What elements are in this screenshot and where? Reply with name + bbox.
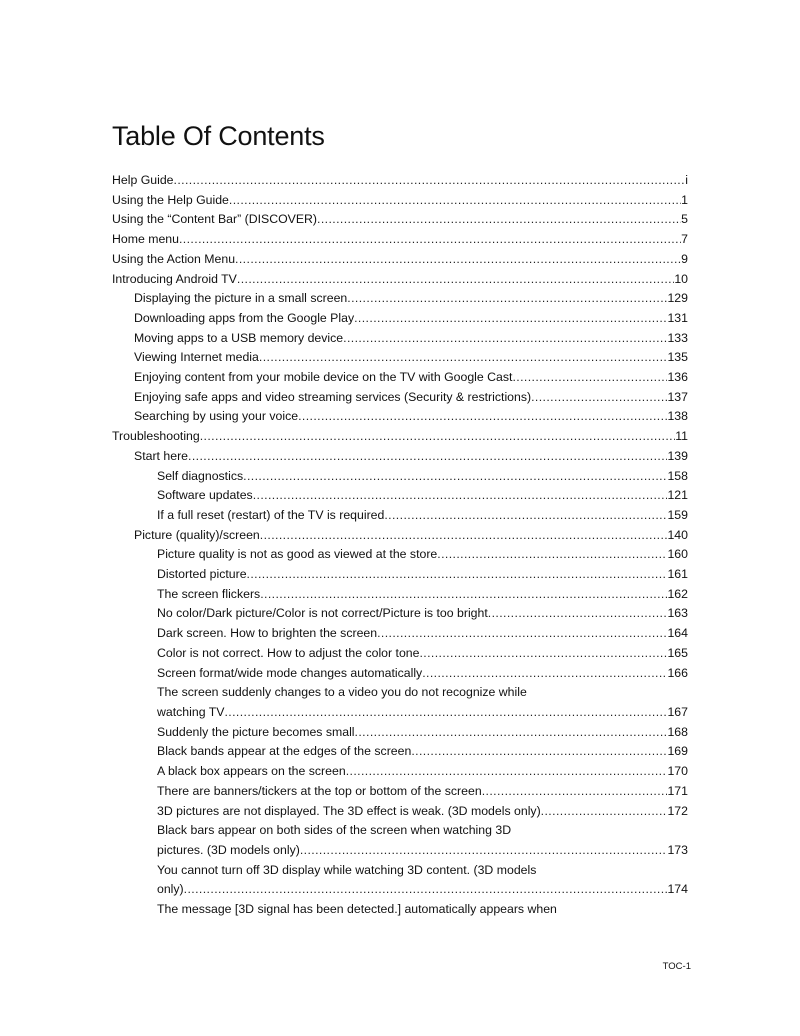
toc-entry-title-first-line: The screen suddenly changes to a video you do not recognize while: [157, 685, 527, 700]
toc-entry[interactable]: [112, 644, 688, 664]
dot-leader: [188, 447, 667, 467]
toc-entry-page-number: 1: [681, 192, 688, 207]
toc-entry-title: Help Guide: [112, 173, 174, 187]
toc-entry-page-number: 163: [667, 606, 688, 621]
toc-entry-title-first-line: Black bars appear on both sides of the screen when watching 3D: [157, 823, 512, 838]
dot-leader: [531, 388, 667, 408]
dot-leader: [237, 270, 674, 290]
toc-entry-title: Introducing Android TV: [112, 271, 237, 286]
toc-entry[interactable]: [112, 407, 688, 427]
toc-entry-page-number: 171: [667, 783, 688, 798]
toc-entry-page-number: 166: [667, 665, 688, 680]
dot-leader: [343, 329, 667, 349]
toc-entry-page-number: 170: [667, 764, 688, 779]
toc-entry-title: There are banners/tickers at the top or bottom of the screen: [157, 783, 482, 798]
toc-entry[interactable]: [112, 447, 688, 467]
toc-entry-page-number: 139: [667, 448, 688, 463]
toc-entry-title: Using the Action Menu: [112, 251, 236, 266]
toc-entry-page-number: 169: [667, 744, 688, 759]
toc-entry[interactable]: [112, 723, 688, 743]
toc-entry-title: pictures. (3D models only): [157, 842, 300, 857]
dot-leader: [247, 565, 668, 585]
page-title: Table Of Contents: [112, 121, 325, 151]
toc-entry-title: Dark screen. How to brighten the screen: [157, 626, 378, 641]
toc-entry[interactable]: [112, 388, 688, 408]
toc-entry-page-number: 138: [667, 409, 688, 424]
toc-entry-title: Distorted picture: [157, 567, 247, 582]
toc-entry-page-number: 121: [667, 488, 688, 503]
dot-leader: [488, 604, 668, 624]
toc-entry-title: Software updates: [157, 488, 253, 503]
dot-leader: [437, 545, 667, 565]
toc-entry-title: Using the Help Guide: [112, 192, 229, 207]
dot-leader: [541, 802, 668, 822]
toc-entry-title: Screen format/wide mode changes automatically: [157, 665, 423, 680]
toc-entry[interactable]: [112, 821, 688, 860]
dot-leader: [317, 210, 681, 230]
dot-leader: [184, 880, 668, 900]
toc-entry[interactable]: [112, 604, 688, 624]
table-of-contents: [112, 171, 688, 920]
toc-entry-page-number: 173: [667, 842, 688, 857]
toc-entry-title: watching TV: [157, 704, 225, 719]
dot-leader: [253, 486, 668, 506]
toc-entry[interactable]: [112, 348, 688, 368]
toc-entry[interactable]: [112, 289, 688, 309]
toc-entry[interactable]: [112, 900, 688, 920]
toc-entry[interactable]: [112, 565, 688, 585]
toc-entry[interactable]: [112, 427, 688, 447]
toc-entry-title: Self diagnostics: [157, 468, 244, 483]
toc-entry-page-number: 9: [681, 251, 688, 266]
toc-entry[interactable]: [112, 545, 688, 565]
dot-leader: [512, 368, 667, 388]
toc-entry[interactable]: [112, 309, 688, 329]
toc-entry-title: Using the “Content Bar” (DISCOVER): [112, 212, 318, 227]
toc-entry-page-number: 160: [667, 547, 688, 562]
toc-entry-title: Enjoying safe apps and video streaming services (Security & restrictions): [134, 389, 532, 404]
toc-entry[interactable]: [112, 191, 688, 211]
toc-entry[interactable]: [112, 210, 688, 230]
dot-leader: [482, 782, 668, 802]
toc-entry[interactable]: [112, 250, 688, 270]
dot-leader: [354, 309, 667, 329]
dot-leader: [224, 703, 667, 723]
toc-entry[interactable]: [112, 742, 688, 762]
toc-entry-title: Enjoying content from your mobile device on the TV with Google Cast: [134, 370, 513, 385]
toc-entry-title: 3D pictures are not displayed. The 3D effect is weak. (3D models only): [157, 803, 541, 818]
toc-entry-title: The screen flickers: [157, 586, 261, 601]
dot-leader: [411, 742, 667, 762]
toc-entry-page-number: 165: [667, 645, 688, 660]
dot-leader: [259, 348, 668, 368]
toc-entry-title: Color is not correct. How to adjust the color tone: [157, 645, 420, 660]
toc-entry-page-number: 174: [667, 882, 688, 897]
dot-leader: [298, 407, 667, 427]
toc-entry-page-number: 172: [667, 803, 688, 818]
toc-entry-page-number: 161: [667, 567, 688, 582]
toc-entry-page-number: 129: [667, 291, 688, 306]
toc-entry-page-number: 136: [667, 370, 688, 385]
toc-entry-title: only): [157, 882, 184, 897]
toc-entry[interactable]: [112, 585, 688, 605]
toc-entry[interactable]: [112, 782, 688, 802]
toc-entry-title-first-line: You cannot turn off 3D display while watching 3D content. (3D models: [157, 862, 537, 877]
toc-entry-title: Displaying the picture in a small screen: [134, 291, 348, 306]
dot-leader: [174, 171, 686, 191]
dot-leader: [355, 723, 668, 743]
toc-entry[interactable]: [112, 270, 688, 290]
page-number-footer: TOC-1: [662, 961, 691, 972]
toc-entry[interactable]: [112, 171, 688, 191]
toc-entry-page-number: 133: [667, 330, 688, 345]
toc-entry-title: Black bands appear at the edges of the screen: [157, 744, 412, 759]
toc-entry[interactable]: [112, 802, 688, 822]
dot-leader: [260, 585, 667, 605]
toc-entry[interactable]: [112, 368, 688, 388]
dot-leader: [243, 467, 667, 487]
toc-entry-page-number: 162: [667, 586, 688, 601]
toc-entry[interactable]: [112, 861, 688, 900]
toc-entry[interactable]: [112, 624, 688, 644]
toc-entry[interactable]: [112, 230, 688, 250]
dot-leader: [422, 664, 667, 684]
toc-entry-title-first-line: The message [3D signal has been detected.] automatically appears when: [157, 902, 557, 917]
toc-entry-page-number: 11: [675, 429, 688, 444]
toc-entry-page-number: 164: [667, 626, 688, 641]
toc-entry[interactable]: [112, 486, 688, 506]
toc-entry[interactable]: [112, 526, 688, 546]
toc-entry-title: A black box appears on the screen: [157, 764, 346, 779]
toc-entry-title: Downloading apps from the Google Play: [134, 310, 355, 325]
toc-entry[interactable]: [112, 467, 688, 487]
toc-entry-page-number: 167: [667, 704, 688, 719]
toc-entry[interactable]: [112, 329, 688, 349]
toc-entry-page-number: 158: [667, 468, 688, 483]
toc-entry-title: Home menu: [112, 232, 179, 247]
dot-leader: [229, 191, 681, 211]
toc-entry-page-number: 5: [681, 212, 688, 227]
toc-entry-page-number: 10: [674, 271, 688, 286]
toc-entry-title: No color/Dark picture/Color is not correct/Picture is too bright: [157, 606, 488, 621]
dot-leader: [300, 841, 668, 861]
toc-entry-title: Troubleshooting: [112, 429, 200, 444]
toc-entry-title: Start here: [134, 448, 188, 463]
toc-entry-title: Viewing Internet media: [134, 350, 259, 365]
toc-entry[interactable]: [112, 683, 688, 722]
toc-entry-page-number: 131: [667, 310, 688, 325]
toc-entry-title: Suddenly the picture becomes small: [157, 724, 355, 739]
dot-leader: [347, 289, 667, 309]
dot-leader: [384, 506, 667, 526]
dot-leader: [179, 230, 681, 250]
toc-entry-title: Picture (quality)/screen: [134, 527, 260, 542]
toc-entry-page-number: 140: [667, 527, 688, 542]
toc-entry-page-number: 7: [681, 232, 688, 247]
toc-entry-page-number: 159: [667, 507, 688, 522]
toc-entry-title: Picture quality is not as good as viewed at the store: [157, 547, 438, 562]
toc-entry-title: If a full reset (restart) of the TV is required: [157, 507, 385, 522]
toc-entry[interactable]: [112, 506, 688, 526]
toc-entry-page-number: 137: [667, 389, 688, 404]
dot-leader: [260, 526, 668, 546]
toc-entry-page-number: i: [685, 173, 688, 187]
dot-leader: [377, 624, 667, 644]
toc-entry-title: Moving apps to a USB memory device: [134, 330, 344, 345]
toc-entry-page-number: 135: [667, 350, 688, 365]
toc-entry[interactable]: [112, 664, 688, 684]
toc-entry-title: Searching by using your voice: [134, 409, 299, 424]
dot-leader: [235, 250, 681, 270]
toc-entry-page-number: 168: [667, 724, 688, 739]
dot-leader: [419, 644, 667, 664]
toc-entry[interactable]: [112, 762, 688, 782]
dot-leader: [200, 427, 676, 447]
dot-leader: [346, 762, 668, 782]
